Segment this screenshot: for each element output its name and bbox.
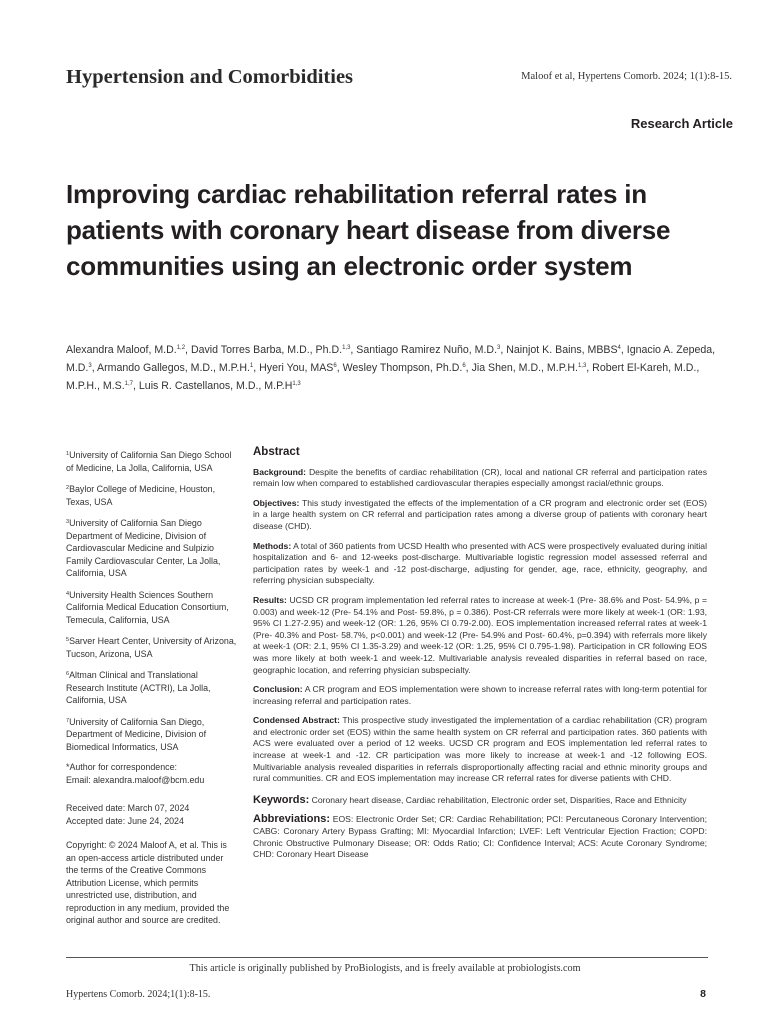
- correspondence: [66, 761, 238, 786]
- footer-publisher-note: This article is originally published by ProBiologists, and is freely available at probiologists.com: [189, 963, 581, 974]
- abstract-section: [253, 684, 707, 707]
- sidebar-affiliations: [66, 448, 238, 935]
- author: [66, 344, 185, 356]
- affiliation-item: [66, 448, 238, 474]
- footer-divider: [66, 957, 708, 958]
- abstract-section: [253, 715, 707, 785]
- affiliation-text: Altman Clinical and Translational Research Institute (ACTRI), La Jolla, California, USA: [66, 670, 211, 705]
- author-name: Robert El-Kareh, M.D., M.P.H., M.S.: [66, 362, 700, 392]
- author: [472, 362, 587, 374]
- author-affiliation-mark: 4: [617, 345, 621, 351]
- affiliation-number: 5: [66, 637, 70, 643]
- affiliation-list: [66, 448, 238, 753]
- author-name: Santiago Ramirez Nuño, M.D.: [356, 344, 498, 356]
- author: [259, 362, 337, 374]
- author-affiliation-mark: 1,3: [342, 345, 351, 351]
- abstract: [253, 447, 707, 869]
- article-type: Research Article: [630, 116, 733, 131]
- abstract-heading: Abstract: [253, 446, 300, 458]
- affiliation-number: 4: [66, 590, 70, 597]
- affiliation-text: Sarver Heart Center, University of Arizona, Tucson, Arizona, USA: [66, 636, 237, 659]
- author-name: Jia Shen, M.D., M.P.H.: [471, 362, 578, 374]
- author-affiliation-mark: 1,2: [176, 345, 186, 351]
- dates: [66, 802, 238, 827]
- abstract-section-label: Conclusion:: [253, 684, 303, 695]
- author-name: Nainjot K. Bains, MBBS: [506, 344, 618, 356]
- abbreviations-label: Abbreviations:: [253, 813, 331, 826]
- article-title: Improving cardiac rehabilitation referral rates in patients with coronary heart disease from diverse communities using an electronic order system: [66, 179, 671, 281]
- author: [97, 362, 253, 374]
- page-number: 8: [700, 988, 706, 1000]
- journal-title: Hypertension and Comorbidities: [66, 66, 354, 88]
- author-name: Alexandra Maloof, M.D.: [66, 344, 177, 356]
- keywords-text: Coronary heart disease, Cardiac rehabilitation, Electronic order set, Disparities, Race and Ethnicity: [311, 794, 687, 805]
- abstract-sections: [253, 467, 707, 785]
- affiliation-number: 2: [66, 485, 70, 491]
- author-affiliation-mark: 1: [249, 363, 254, 369]
- author-affiliation-mark: 3: [497, 345, 501, 351]
- abstract-section-label: Objectives:: [253, 497, 300, 508]
- keywords: [253, 795, 707, 807]
- author: [139, 380, 301, 392]
- affiliation-item: [66, 715, 238, 754]
- copyright-notice: Copyright: © 2024 Maloof A, et al. This is an open-access article distributed under the terms of the Creative Commons Attribution License, which permits unrestricted use, distribution, and reproduction in any medium, provided the original author and source are credited.: [66, 840, 230, 925]
- citation-header: Maloof et al, Hypertens Comorb. 2024; 1(1):8-15.: [521, 71, 732, 82]
- affiliation-text: Baylor College of Medicine, Houston, Texas, USA: [66, 484, 216, 507]
- author-name: Wesley Thompson, Ph.D.: [342, 362, 463, 374]
- abstract-section-text: This prospective study investigated the implementation of a cardiac rehabilitation (CR) program and electronic order set (EOS) within the same health system on CR referral and participation rates. 360 patients with ACS were evaluated over a period of 12 weeks. UCSD CR program and EOS implementation led referral rates to increase at week-1 and -12. CR participation was more likely to increase at week-1 and -12 following EOS. Multivariable analysis revealed disparities in referrals disproportionally affecting racial and ethnic minority groups and rural communities. CR and EOS implementation may increase CR referral rates for diverse patients with CHD.: [253, 715, 707, 784]
- author-name: Ignacio A. Zepeda, M.D.: [66, 344, 716, 374]
- affiliation-item: [66, 634, 238, 660]
- abstract-section-label: Condensed Abstract:: [253, 715, 340, 726]
- correspondence-email[interactable]: Email: alexandra.maloof@bcm.edu: [66, 774, 205, 785]
- correspondence-label: *Author for correspondence:: [66, 762, 178, 772]
- author-affiliation-mark: 1,3: [292, 381, 301, 387]
- affiliation-text: University Health Sciences Southern California Medical Education Consortium, Temecula, California, USA: [66, 589, 229, 625]
- affiliation-item: [66, 516, 238, 580]
- abstract-section-label: Results:: [253, 594, 287, 605]
- abstract-section-text: Despite the benefits of cardiac rehabilitation (CR), local and national CR referral and participation rates remain low when compared to established cardiovascular therapies especially amongst racial/ethnic groups.: [253, 466, 707, 489]
- affiliation-text: University of California San Diego Department of Medicine, Division of Cardiovascular Medicine and Sulpizio Family Cardiovascular Center, La Jolla, California, USA: [66, 518, 221, 578]
- affiliation-number: 7: [66, 717, 70, 724]
- footer-citation: Hypertens Comorb. 2024;1(1):8-15.: [66, 989, 211, 1000]
- author-affiliation-mark: 6: [462, 363, 466, 369]
- abstract-section-text: UCSD CR program implementation led referral rates to increase at week-1 (Pre- 38.6% and Post- 54.9%, p = 0.003) and week-12 (Pre- 54.1% and Post- 59.8%, p = 0.386). Post-CR referrals were more likely at week-1 (OR: 1.93, 95% CI 1.27-2.95) and week-12 (OR: 1.26, 95% CI 0.79-2.00). EOS implementation increased referral rates at week-1 (Pre- 40.3% and Post- 58.7%, p<0.001) and week-12 (Pre- 54.9% and Post- 60.4%, p=0.394) with referrals more likely at week-1 (OR: 2.1, 95% CI 1.35-3.29) and week-12 (OR: 1.25, 95% CI 0.795-1.98). Participation in CR following EOS was more likely at both week-1 and week-12. Multivariable analysis revealed disparities in referral based on race, geographic location, and referring physician subspecialty.: [253, 594, 707, 675]
- author-affiliation-mark: 3: [88, 363, 92, 369]
- abbreviations: [253, 814, 707, 860]
- affiliation-number: 3: [66, 519, 70, 525]
- author-name: David Torres Barba, M.D., Ph.D.: [190, 344, 343, 356]
- abstract-section: [253, 595, 707, 676]
- affiliation-number: 1: [66, 451, 70, 457]
- author: [343, 362, 466, 374]
- abstract-section-label: Methods:: [253, 540, 292, 551]
- abstract-section-label: Background:: [253, 466, 306, 477]
- author-name: Luis R. Castellanos, M.D., M.P.H: [138, 380, 293, 392]
- received-date: Received date: March 07, 2024: [66, 803, 190, 813]
- abstract-section-text: A total of 360 patients from UCSD Health who presented with ACS were prospectively evaluated during initial hospitalization and 6- and 12-weeks post-discharge. Multivariable logistic regression model assessed referral and participation rates by week-1 and -12 post-discharge, adjusting for gender, age, race, ethnicity, geography, and referring physician subspecialty.: [253, 540, 707, 586]
- abstract-section-text: A CR program and EOS implementation were shown to increase referral rates with long-term potential for increasing referral and participation rates.: [253, 684, 707, 706]
- affiliation-item: [66, 588, 238, 627]
- affiliation-item: [66, 668, 238, 707]
- author-list: Alexandra Maloof, M.D.$^{1,2}$, David Torres Barba, M.D., Ph.D.$^{1,3}$, Santiago Ramirez Nuño, M.D.$^3$, Nainjot K. Bains, MBBS$^4$, Ignacio A. Zepeda, M.D.$^3$, Armando Gallegos, M.D., M.P.H.$^1$, Hyeri You, MAS$^6$, Wesley Thompson, Ph.D.$^6$, Jia Shen, M.D., M.P.H.$^{1,3}$, Robert El-Kareh, M.D., M.P.H., M.S.$^{1,7}$, Luis R. Castellanos, M.D., $M.P.H^{1,3}$: [66, 344, 716, 392]
- author-affiliation-mark: 6: [333, 363, 337, 369]
- abstract-section: [253, 467, 707, 490]
- affiliation-text: University of California San Diego, Department of Medicine, Division of Biomedical Informatics, USA: [66, 716, 207, 752]
- abstract-section: [253, 541, 707, 587]
- author-name: Hyeri You, MAS: [259, 362, 334, 374]
- author: [191, 344, 350, 356]
- accepted-date: Accepted date: June 24, 2024: [66, 815, 184, 826]
- author: [356, 344, 500, 356]
- affiliation-text: University of California San Diego School of Medicine, La Jolla, California, USA: [66, 450, 232, 473]
- abstract-section-text: This study investigated the effects of the implementation of a CR program and electronic order set (EOS) in a large health system on CR referral and participation rates among a diverse group of patients with coronary heart disease (CHD).: [253, 497, 707, 531]
- author: [506, 344, 621, 356]
- abstract-section: [253, 498, 707, 533]
- affiliation-number: 6: [66, 671, 70, 677]
- keywords-label: Keywords:: [253, 793, 310, 806]
- author-name: Armando Gallegos, M.D., M.P.H.: [97, 362, 250, 374]
- author-affiliation-mark: 1,7: [124, 381, 134, 387]
- affiliation-item: [66, 482, 238, 508]
- author-affiliation-mark: 1,3: [577, 363, 587, 369]
- abbreviations-text: EOS: Electronic Order Set; CR: Cardiac Rehabilitation; PCI: Percutaneous Coronary Intervention; CABG: Coronary Artery Bypass Grafting; MI: Myocardial Infarction; LVEF: Left Ventricular Ejection Fraction; COPD: Chronic Obstructive Pulmonary Disease; OR: Odds Ratio; CI: Confidence Interval; ACS: Acute Coronary Syndrome; CHD: Coronary Heart Disease: [253, 814, 708, 860]
